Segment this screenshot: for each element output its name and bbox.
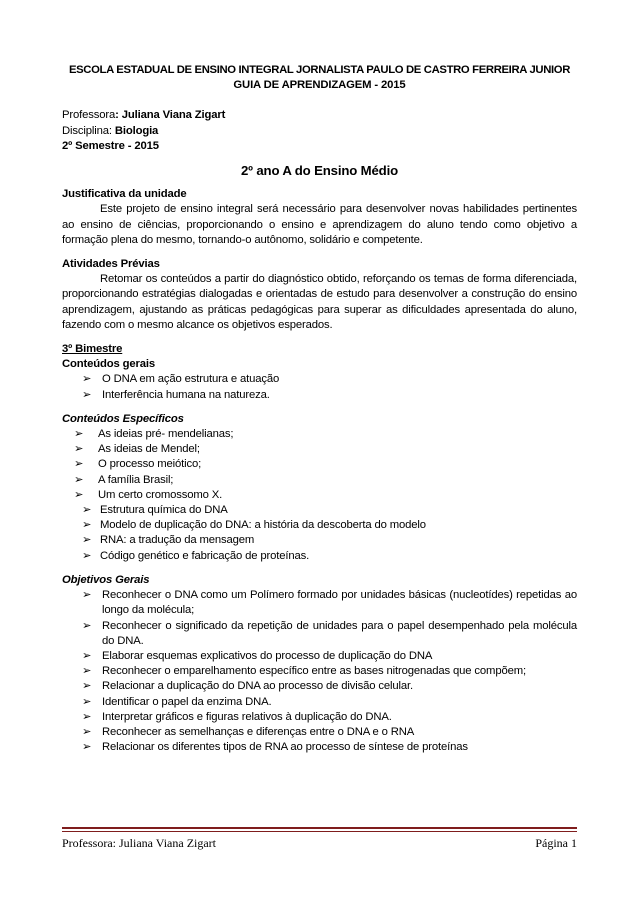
list-item: ➢ O processo meiótico; [62, 457, 577, 472]
list-item: ➢ Reconhecer o DNA como um Polímero formado por unidades básicas (nucleotídes) repetidas ao longo da molécula; [82, 589, 577, 617]
document-body [62, 63, 577, 755]
discipline-label: Disciplina: [62, 124, 115, 137]
bimester-section [62, 342, 577, 403]
justification-text: Este projeto de ensino integral será necessário para desenvolver novas habilidades pertinentes ao ensino de ciências, proporcionando o ensino e aprendizagem do aluno tendo como objetivo a formação plena do mesmo, tornando-o autônomo, solidário e competente. [62, 203, 577, 246]
arrow-bullet-icon: ➢ [74, 458, 84, 471]
list-item: ➢ Estrutura química do DNA [62, 503, 577, 518]
list-item: ➢ Elaborar esquemas explicativos do processo de duplicação do DNA [62, 649, 577, 664]
arrow-bullet-icon: ➢ [82, 534, 92, 547]
specific-contents-section [62, 412, 577, 564]
discipline-line [62, 124, 577, 139]
list-item: ➢ Reconhecer o significado da repetição de unidades para o papel desempenhado pela molécula do DNA. [82, 619, 577, 647]
specific-contents-heading: Conteúdos Específicos [62, 412, 184, 425]
arrow-bullet-icon: ➢ [82, 619, 92, 632]
arrow-bullet-icon: ➢ [82, 589, 92, 602]
arrow-bullet-icon: ➢ [82, 680, 92, 693]
list-item: ➢ Modelo de duplicação do DNA: a história da descoberta do modelo [62, 518, 577, 533]
footer-teacher: Professora: Juliana Viana Zigart [62, 836, 217, 850]
list-item: ➢ Interferência humana na natureza. [62, 388, 577, 403]
arrow-bullet-icon: ➢ [82, 373, 92, 386]
guide-title: GUIA DE APRENDIZAGEM - 2015 [233, 79, 406, 92]
list-item: ➢ Reconhecer as semelhanças e diferenças entre o DNA e o RNA [62, 725, 577, 740]
list-item: ➢ Código genético e fabricação de proteínas. [62, 549, 577, 564]
list-item: ➢ As ideias de Mendel; [62, 442, 577, 457]
list-item: ➢ RNA: a tradução da mensagem [62, 533, 577, 548]
arrow-bullet-icon: ➢ [82, 741, 92, 754]
arrow-bullet-icon: ➢ [82, 725, 92, 738]
teacher-name: : Juliana Viana Zigart [115, 109, 226, 122]
list-item: ➢ As ideias pré- mendelianas; [62, 427, 577, 442]
justification-heading: Justificativa da unidade [62, 188, 187, 201]
arrow-bullet-icon: ➢ [82, 504, 92, 517]
page-number: Página 1 [535, 836, 577, 850]
arrow-bullet-icon: ➢ [74, 488, 84, 501]
objectives-list [62, 588, 577, 755]
class-title: 2º ano A do Ensino Médio [240, 163, 399, 179]
arrow-bullet-icon: ➢ [82, 549, 92, 562]
list-item: ➢ Interpretar gráficos e figuras relativos à duplicação do DNA. [62, 710, 577, 725]
teacher-label: Professora [62, 109, 116, 122]
specific-contents-list-b [62, 503, 577, 564]
semester-line: 2º Semestre - 2015 [62, 139, 159, 152]
teacher-line [62, 108, 577, 123]
specific-contents-list-a [62, 427, 577, 503]
footer-divider [62, 827, 577, 829]
general-contents-heading: Conteúdos gerais [62, 358, 156, 371]
footer-divider-thin [62, 831, 577, 832]
discipline-name: Biologia [114, 124, 159, 137]
list-item: ➢ Reconhecer o emparelhamento específico entre as bases nitrogenadas que compõem; [62, 664, 577, 679]
arrow-bullet-icon: ➢ [82, 695, 92, 708]
list-item: ➢ Relacionar os diferentes tipos de RNA ao processo de síntese de proteínas [62, 740, 577, 755]
prior-activities-text: Retomar os conteúdos a partir do diagnóstico obtido, reforçando os temas de forma diferenciada, proporcionando estratégias dialogadas e orientadas de estudo para desenvolver a construção do ensino aprendizagem, ajustando as práticas pedagógicas para superar as dificuldades apresentada do aluno, fazendo com o mesmo alcance os objetivos esperados. [62, 273, 577, 331]
arrow-bullet-icon: ➢ [82, 710, 92, 723]
school-name: ESCOLA ESTADUAL DE ENSINO INTEGRAL JORNALISTA PAULO DE CASTRO FERREIRA JUNIOR [68, 64, 571, 76]
prior-activities-heading: Atividades Prévias [62, 258, 160, 271]
list-item: ➢ Um certo cromossomo X. [62, 488, 577, 503]
objectives-section [62, 573, 577, 755]
list-item: ➢ Identificar o papel da enzima DNA. [62, 695, 577, 710]
arrow-bullet-icon: ➢ [74, 428, 84, 441]
arrow-bullet-icon: ➢ [74, 443, 84, 456]
arrow-bullet-icon: ➢ [82, 665, 92, 678]
arrow-bullet-icon: ➢ [82, 649, 92, 662]
list-item: ➢ O DNA em ação estrutura e atuação [62, 372, 577, 387]
arrow-bullet-icon: ➢ [82, 519, 92, 532]
general-contents-list [62, 372, 577, 402]
objectives-heading: Objetivos Gerais [62, 573, 150, 586]
arrow-bullet-icon: ➢ [82, 388, 92, 401]
bimester-heading: 3º Bimestre [62, 343, 123, 356]
justification-section [62, 187, 577, 248]
prior-activities-section [62, 257, 577, 333]
list-item: ➢ A família Brasil; [62, 473, 577, 488]
list-item: ➢ Relacionar a duplicação do DNA ao processo de divisão celular. [62, 679, 577, 694]
arrow-bullet-icon: ➢ [74, 473, 84, 486]
